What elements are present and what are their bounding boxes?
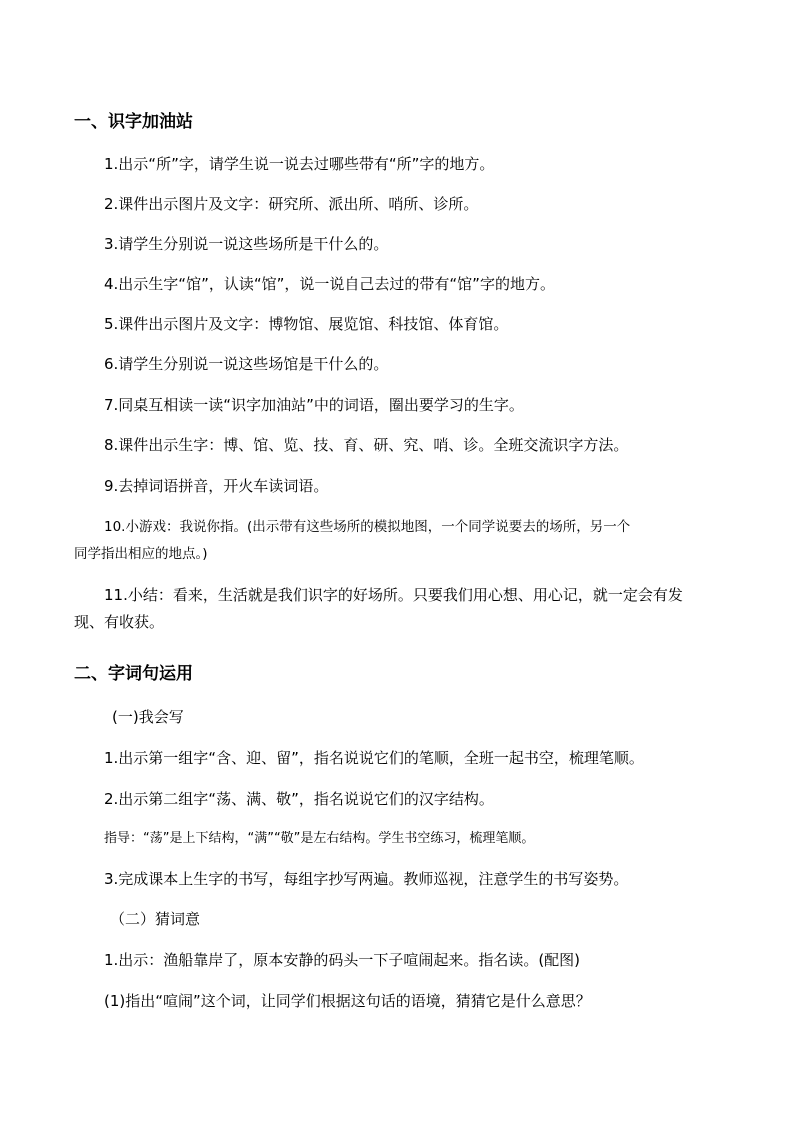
list-item: 4.出示生字“馆”，认读“馆”，说一说自己去过的带有“馆”字的地方。 <box>104 275 555 293</box>
list-item: 8.课件出示生字：博、馆、览、技、育、研、究、哨、诊。全班交流识字方法。 <box>104 436 629 454</box>
list-item: 7.同桌互相读一读“识字加油站”中的词语，圈出要学习的生字。 <box>104 396 524 414</box>
list-item-summary: 11.小结：看来，生活就是我们识字的好场所。只要我们用心想、用心记，就一定会有发 <box>104 586 683 604</box>
list-item: 3.请学生分别说一说这些场所是干什么的。 <box>104 235 389 253</box>
list-item: 3.完成课本上生字的书写，每组字抄写两遍。教师巡视，注意学生的书写姿势。 <box>104 870 629 888</box>
subsection-title: (一)我会写 <box>112 708 184 726</box>
list-item: 5.课件出示图片及文字：博物馆、展览馆、科技馆、体育馆。 <box>104 315 509 333</box>
list-item-game-continued: 同学指出相应的地点。) <box>74 546 208 562</box>
guidance-note: 指导：“荡”是上下结构，“满”“敬”是左右结构。学生书空练习，梳理笔顺。 <box>104 831 535 846</box>
list-item: 2.课件出示图片及文字：研究所、派出所、哨所、诊所。 <box>104 195 479 213</box>
section-heading-literacy: 一、识字加油站 <box>74 112 193 132</box>
list-item: (1)指出“喧闹”这个词，让同学们根据这句话的语境，猜猜它是什么意思？ <box>104 992 591 1010</box>
section-heading-word-usage: 二、字词句运用 <box>74 664 193 684</box>
list-item: 9.去掉词语拼音，开火车读词语。 <box>104 477 329 495</box>
list-item-game: 10.小游戏：我说你指。(出示带有这些场所的模拟地图，一个同学说要去的场所，另一个 <box>104 519 631 535</box>
list-item: 2.出示第二组字“荡、满、敬”，指名说说它们的汉字结构。 <box>104 790 494 808</box>
list-item-summary-continued: 现、有收获。 <box>74 613 165 631</box>
subsection-title: （二）猜词意 <box>110 910 201 928</box>
list-item: 1.出示“所”字，请学生说一说去过哪些带有“所”字的地方。 <box>104 155 495 173</box>
list-item: 1.出示：渔船靠岸了，原本安静的码头一下子喧闹起来。指名读。(配图) <box>104 951 581 969</box>
list-item: 1.出示第一组字“含、迎、留”，指名说说它们的笔顺，全班一起书空，梳理笔顺。 <box>104 749 644 767</box>
list-item: 6.请学生分别说一说这些场馆是干什么的。 <box>104 355 389 373</box>
